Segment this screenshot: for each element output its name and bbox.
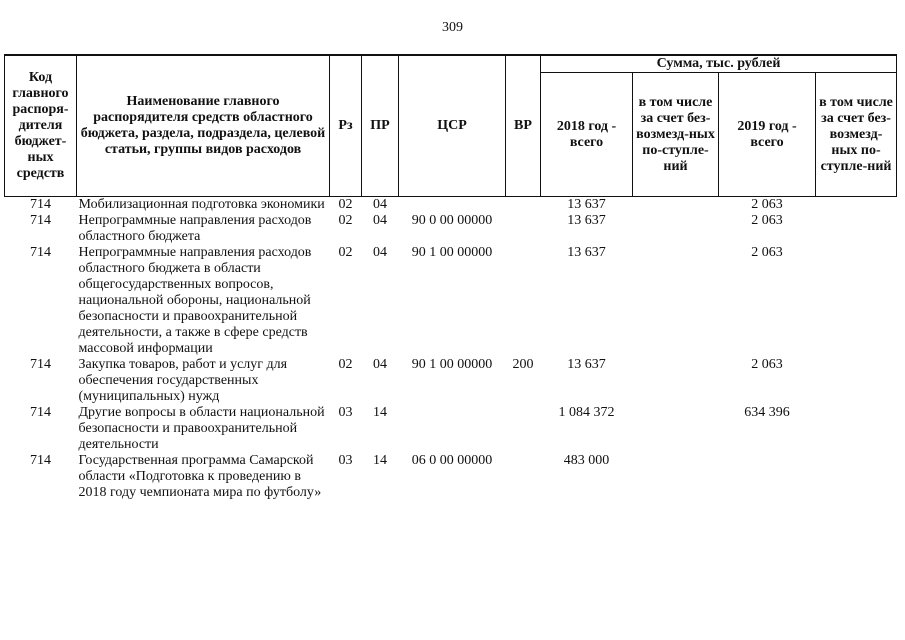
cell-2018-total: 13 637 xyxy=(567,357,606,372)
cell-2019-total: 2 063 xyxy=(751,357,783,372)
cell-2018-grants xyxy=(633,357,719,405)
cell-pr: 04 xyxy=(373,357,387,372)
header-name: Наименование главного распорядителя средств областного бюджета, раздела, подраздела, целевой статьи, группы видов расходов xyxy=(77,55,330,197)
cell-vr xyxy=(506,213,541,245)
cell-vr xyxy=(506,245,541,357)
header-rz: Рз xyxy=(330,55,362,197)
header-sum: Сумма, тыс. рублей xyxy=(541,55,897,73)
cell-code: 714 xyxy=(30,357,51,372)
cell-rz: 02 xyxy=(338,197,353,212)
cell-rz: 03 xyxy=(338,405,353,420)
cell-2018-grants xyxy=(633,405,719,453)
cell-2018-grants xyxy=(633,245,719,357)
cell-rz: 02 xyxy=(338,245,353,260)
cell-name: Непрограммные направления расходов областного бюджета xyxy=(78,213,312,244)
table-row xyxy=(5,197,897,214)
cell-csr xyxy=(399,405,506,453)
page-number: 309 xyxy=(442,20,463,35)
cell-2019-grants xyxy=(816,245,897,357)
cell-2018-grants xyxy=(633,213,719,245)
header-csr: ЦСР xyxy=(399,55,506,197)
table-row xyxy=(5,245,897,357)
cell-pr: 04 xyxy=(373,213,387,228)
table-row xyxy=(5,357,897,405)
cell-pr: 04 xyxy=(373,197,387,212)
table-row xyxy=(5,213,897,245)
cell-name: Другие вопросы в области национальной безопасности и правоохранительной деятельности xyxy=(78,405,325,452)
cell-2019-total: 634 396 xyxy=(744,405,790,420)
header-vr: ВР xyxy=(506,55,541,197)
cell-name: Мобилизационная подготовка экономики xyxy=(78,197,325,212)
cell-rz: 02 xyxy=(338,357,353,372)
budget-table xyxy=(4,54,897,501)
cell-csr xyxy=(399,197,506,214)
cell-2019-grants xyxy=(816,213,897,245)
cell-2018-total: 13 637 xyxy=(567,197,606,212)
cell-csr: 90 0 00 00000 xyxy=(411,213,493,228)
table-row xyxy=(5,453,897,501)
header-2018-total: 2018 год - всего xyxy=(541,73,633,197)
cell-rz: 02 xyxy=(338,213,353,228)
cell-2018-total: 13 637 xyxy=(567,213,606,228)
cell-csr: 90 1 00 00000 xyxy=(411,245,493,260)
table-row xyxy=(5,405,897,453)
cell-vr xyxy=(506,453,541,501)
cell-2019-total: 2 063 xyxy=(751,197,783,212)
cell-2018-total: 1 084 372 xyxy=(558,405,615,420)
header-2019-total: 2019 год - всего xyxy=(719,73,816,197)
cell-vr xyxy=(506,197,541,214)
cell-2019-grants xyxy=(816,197,897,214)
header-2018-grants: в том числе за счет без-возмезд-ных по-ступле-ний xyxy=(633,73,719,197)
cell-2019-total: 2 063 xyxy=(751,213,783,228)
cell-name: Закупка товаров, работ и услуг для обеспечения государственных (муниципальных) нужд xyxy=(78,357,288,404)
cell-code: 714 xyxy=(30,453,51,468)
cell-2019-grants xyxy=(816,453,897,501)
cell-2019-total xyxy=(719,453,816,501)
cell-pr: 04 xyxy=(373,245,387,260)
cell-name: Государственная программа Самарской области «Подготовка к проведению в 2018 году чемпионата мира по футболу» xyxy=(78,453,322,500)
cell-code: 714 xyxy=(30,213,51,228)
header-code: Код главного распоря-дителя бюджет-ных средств xyxy=(5,55,77,197)
cell-rz: 03 xyxy=(338,453,353,468)
cell-2019-grants xyxy=(816,357,897,405)
cell-name: Непрограммные направления расходов областного бюджета в области общегосударственных вопросов, национальной обороны, национальной безопасности и правоохранительной деятельности, а также в сфере средств массовой информации xyxy=(78,245,312,356)
cell-2018-total: 483 000 xyxy=(563,453,610,468)
cell-vr xyxy=(506,405,541,453)
cell-2018-total: 13 637 xyxy=(567,245,606,260)
cell-csr: 06 0 00 00000 xyxy=(411,453,493,468)
cell-code: 714 xyxy=(30,197,51,212)
cell-code: 714 xyxy=(30,405,51,420)
cell-2018-grants xyxy=(633,453,719,501)
cell-2019-total: 2 063 xyxy=(751,245,783,260)
header-2019-grants: в том числе за счет без-возмезд-ных по-ступле-ний xyxy=(816,73,897,197)
header-pr: ПР xyxy=(362,55,399,197)
cell-vr: 200 xyxy=(512,357,534,372)
table-body xyxy=(5,197,897,502)
cell-pr: 14 xyxy=(373,453,387,468)
cell-code: 714 xyxy=(30,245,51,260)
cell-2019-grants xyxy=(816,405,897,453)
cell-2018-grants xyxy=(633,197,719,214)
cell-csr: 90 1 00 00000 xyxy=(411,357,493,372)
cell-pr: 14 xyxy=(373,405,387,420)
